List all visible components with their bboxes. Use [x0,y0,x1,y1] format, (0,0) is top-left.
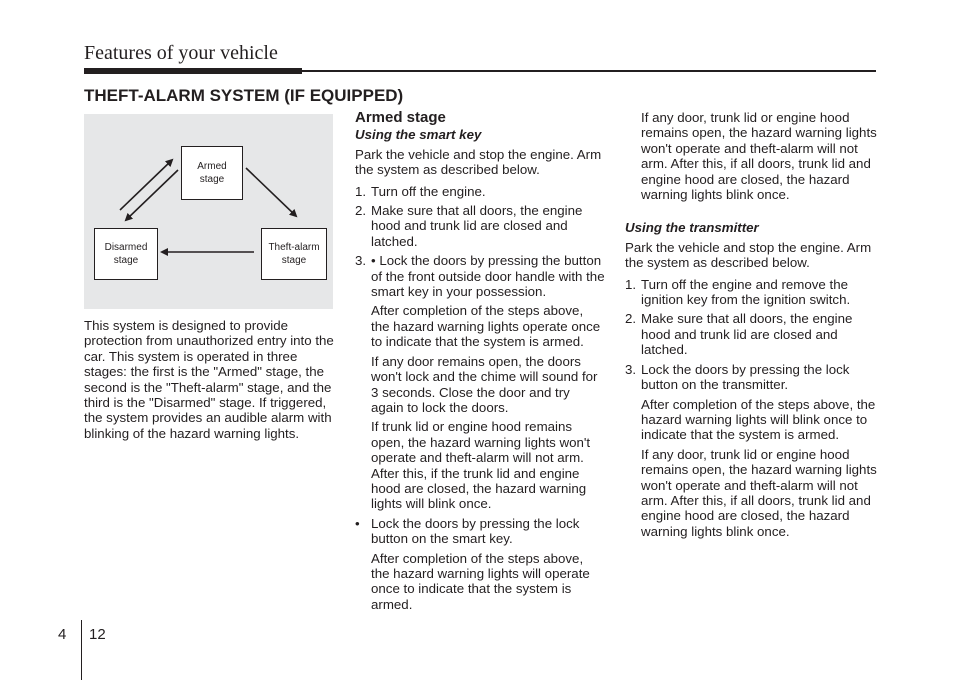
theft-stage-label-1: Theft-alarm [268,242,320,253]
chapter-number: 4 [58,626,67,643]
list-item: • Lock the doors by pressing the lock button on the smart key. [355,515,580,547]
header-bar [84,68,302,74]
step3-note-3: If trunk lid or engine hood remains open, the hazard warning lights won't operate and theft-alarm will not arm. After this, if the trunk lid and engine hood are closed, the hazard warning lights will blink once. [371,419,591,512]
transmitter-heading: Using the transmitter [625,220,759,236]
list-item: 2. Make sure that all doors, the engine hood and trunk lid are closed and latched. [625,311,853,358]
armed-stage-label-2: stage [199,174,225,185]
step3-note-2: If any door remains open, the doors won't lock and the chime will sound for 3 seconds. Close the door and try again to lock the doors. [371,353,598,415]
page-header-title: Features of your vehicle [84,42,278,64]
column-3 [625,110,880,543]
transmitter-intro: Park the vehicle and stop the engine. Arm the system as described below. [625,239,872,271]
t-step3-note-1: After completion of the steps above, the hazard warning lights will blink once to indicate that the system is armed. [641,396,876,443]
section-title: THEFT-ALARM SYSTEM (IF EQUIPPED) [84,86,404,105]
footer-rule [81,620,82,680]
t-step3-note-2: If any door, trunk lid or engine hood remains open, the hazard warning lights won't operate and theft-alarm will not arm. After this, if all doors, trunk lid and engine hood are closed, the hazard warning lights blink once. [641,446,877,539]
disarmed-stage-box [94,228,158,280]
list-item: 2. Make sure that all doors, the engine hood and trunk lid are closed and latched. [355,203,583,249]
theft-alarm-stage-box [261,228,327,280]
intro-paragraph: This system is designed to provide protection from unauthorized entry into the car. This system is operated in three stages: the first is the "Armed" stage, the second is the "Theft-alarm" stage, and the third is the "Disarmed" stage. If triggered, the system provides an audible alarm with blinking of the hazard warning lights. [84,318,334,441]
smart-key-heading: Using the smart key [355,127,482,143]
header-rule [302,70,876,72]
disarmed-stage-label-2: stage [113,255,139,266]
step3-note-1: After completion of the steps above, the hazard warning lights operate once to indicate that the system is armed. [371,303,601,350]
list-item: 1. Turn off the engine and remove the ignition key from the ignition switch. [625,276,851,308]
armed-stage-heading: Armed stage [355,109,446,126]
list-item: 3. • Lock the doors by pressing the button of the front outside door handle with the smart key in your possession. [355,253,605,300]
page-number: 12 [89,626,106,643]
column-1 [84,318,334,447]
armed-stage-label-1: Armed [197,161,227,172]
bullet: • [355,515,360,531]
theft-stage-label-2: stage [281,255,307,266]
arrow-armed-to-theft [246,168,296,216]
disarmed-stage-label-1: Disarmed [104,242,148,253]
col3-continued-note: If any door, trunk lid or engine hood remains open, the hazard warning lights won't operate and theft-alarm will not arm. After this, if all doors, trunk lid and engine hood are closed, the hazard warning lights blink once. [641,110,877,203]
smart-key-intro: Park the vehicle and stop the engine. Arm the system as described below. [355,146,602,178]
list-item: 1. Turn off the engine. [355,183,486,199]
step3b-note: After completion of the steps above, the hazard warning lights will operate once to indicate that the system is armed. [371,550,590,612]
arrow-armed-to-disarmed [126,170,178,220]
stage-diagram [84,114,333,309]
armed-stage-box [181,146,243,200]
list-item: 3. Lock the doors by pressing the lock button on the transmitter. [625,361,850,393]
column-2 [355,110,605,616]
arrow-disarmed-to-armed [120,160,172,210]
